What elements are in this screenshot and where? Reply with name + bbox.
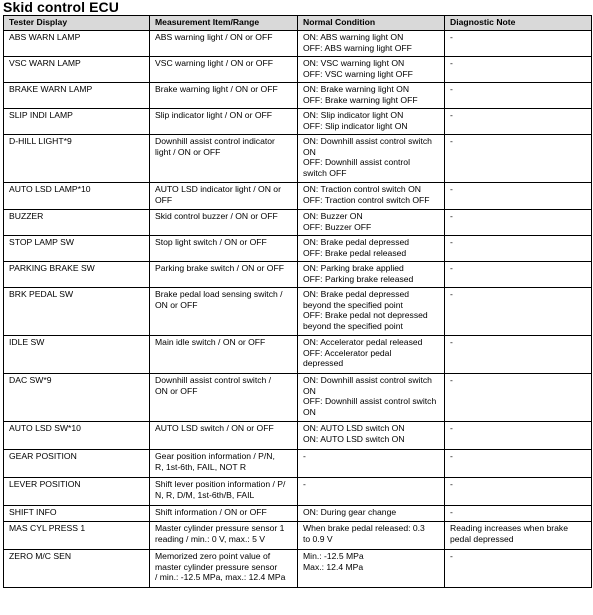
cell-text-line: ON: Slip indicator light ON <box>303 110 404 120</box>
cell-text-line: OFF: Downhill assist control switch <box>303 396 437 407</box>
tester-display-cell <box>4 506 150 522</box>
cell-text-line: ON: Downhill assist control switch <box>303 375 432 385</box>
measurement-item-cell <box>150 183 298 210</box>
cell-text-line: ON <box>303 146 316 157</box>
tester-display-cell <box>4 336 150 374</box>
diagnostic-note-cell <box>445 374 592 422</box>
measurement-item-cell <box>150 135 298 183</box>
cell-text-line: IDLE SW <box>9 337 45 347</box>
cell-text-line: OFF: Traction control switch OFF <box>303 194 430 205</box>
diagnostic-note-cell <box>445 288 592 336</box>
normal-condition-cell <box>298 57 445 83</box>
cell-text-line: Slip indicator light / ON or OFF <box>155 110 273 120</box>
measurement-item-cell <box>150 31 298 57</box>
table-row <box>4 262 592 288</box>
normal-condition-cell <box>298 506 445 522</box>
cell-text-line: ON or OFF <box>155 385 198 396</box>
normal-condition-cell <box>298 83 445 109</box>
cell-text-line: AUTO LSD SW*10 <box>9 423 81 433</box>
diagnostic-note-cell <box>445 422 592 450</box>
measurement-item-cell <box>150 288 298 336</box>
cell-text-line: Parking brake switch / ON or OFF <box>155 263 284 273</box>
measurement-item-cell <box>150 550 298 588</box>
cell-text-line: OFF: Brake pedal not depressed <box>303 310 428 321</box>
cell-text-line: ON: Traction control switch ON <box>303 184 421 194</box>
cell-text-line: ABS WARN LAMP <box>9 32 81 42</box>
cell-text-line: ON: During gear change <box>303 507 397 517</box>
table-body <box>4 31 592 588</box>
cell-text-line: ON: Brake warning light ON <box>303 84 410 94</box>
cell-text-line: - <box>450 211 453 221</box>
diagnostic-note-cell <box>445 450 592 478</box>
cell-text-line: BRK PEDAL SW <box>9 289 74 299</box>
normal-condition-cell <box>298 288 445 336</box>
cell-text-line: OFF: Brake pedal released <box>303 247 407 258</box>
cell-text-line: - <box>450 289 453 299</box>
cell-text-line: STOP LAMP SW <box>9 237 74 247</box>
cell-text-line: Downhill assist control switch / <box>155 375 272 385</box>
tester-display-cell <box>4 288 150 336</box>
cell-text-line: ON or OFF <box>155 299 198 310</box>
tester-display-cell <box>4 210 150 236</box>
diagnostic-note-cell <box>445 550 592 588</box>
table-row <box>4 83 592 109</box>
measurement-item-cell <box>150 450 298 478</box>
tester-display-cell <box>4 31 150 57</box>
cell-text-line: master cylinder pressure sensor <box>155 561 278 572</box>
table-row <box>4 506 592 522</box>
cell-text-line: Skid control buzzer / ON or OFF <box>155 211 278 221</box>
measurement-item-cell <box>150 262 298 288</box>
table-row <box>4 31 592 57</box>
cell-text-line: OFF <box>155 194 173 205</box>
cell-text-line: VSC warning light / ON or OFF <box>155 58 273 68</box>
tester-display-cell <box>4 109 150 135</box>
cell-text-line: PARKING BRAKE SW <box>9 263 95 273</box>
column-header-normal-condition: Normal Condition <box>298 16 445 31</box>
measurement-item-cell <box>150 109 298 135</box>
diagnostic-note-cell <box>445 83 592 109</box>
data-list-table <box>3 15 592 588</box>
cell-text-line: Stop light switch / ON or OFF <box>155 237 267 247</box>
diagnostic-note-cell <box>445 236 592 262</box>
diagnostic-note-cell <box>445 31 592 57</box>
cell-text-line: ON: Downhill assist control switch <box>303 136 432 146</box>
cell-text-line: BRAKE WARN LAMP <box>9 84 93 94</box>
cell-text-line: - <box>450 451 453 461</box>
cell-text-line: - <box>450 58 453 68</box>
tester-display-cell <box>4 83 150 109</box>
measurement-item-cell <box>150 374 298 422</box>
cell-text-line: SLIP INDI LAMP <box>9 110 73 120</box>
column-header-measurement-item: Measurement Item/Range <box>150 16 298 31</box>
normal-condition-cell <box>298 236 445 262</box>
tester-display-cell <box>4 550 150 588</box>
cell-text-line: AUTO LSD LAMP*10 <box>9 184 91 194</box>
diagnostic-note-cell <box>445 57 592 83</box>
normal-condition-cell <box>298 422 445 450</box>
cell-text-line: / min.: -12.5 MPa, max.: 12.4 MPa <box>155 572 286 583</box>
column-header-diagnostic-note: Diagnostic Note <box>445 16 592 31</box>
measurement-item-cell <box>150 83 298 109</box>
table-row <box>4 57 592 83</box>
diagnostic-note-cell <box>445 506 592 522</box>
cell-text-line: - <box>450 551 453 561</box>
cell-text-line: ON: ABS warning light ON <box>303 32 404 42</box>
cell-text-line: Max.: 12.4 MPa <box>303 561 364 572</box>
cell-text-line: R, 1st-6th, FAIL, NOT R <box>155 461 247 472</box>
cell-text-line: MAS CYL PRESS 1 <box>9 523 86 533</box>
normal-condition-cell <box>298 109 445 135</box>
cell-text-line: to 0.9 V <box>303 533 333 544</box>
table-row <box>4 288 592 336</box>
cell-text-line: OFF: Slip indicator light ON <box>303 120 408 131</box>
table-row <box>4 109 592 135</box>
table-row <box>4 522 592 550</box>
cell-text-line: N, R, D/M, 1st-6th/B, FAIL <box>155 489 255 500</box>
table-row <box>4 236 592 262</box>
cell-text-line: ON: VSC warning light ON <box>303 58 405 68</box>
cell-text-line: GEAR POSITION <box>9 451 77 461</box>
normal-condition-cell <box>298 522 445 550</box>
cell-text-line: beyond the specified point <box>303 299 403 310</box>
cell-text-line: ABS warning light / ON or OFF <box>155 32 273 42</box>
normal-condition-cell <box>298 135 445 183</box>
cell-text-line: - <box>450 237 453 247</box>
cell-text-line: Gear position information / P/N, <box>155 451 275 461</box>
table-row <box>4 210 592 236</box>
measurement-item-cell <box>150 57 298 83</box>
tester-display-cell <box>4 236 150 262</box>
table-row <box>4 550 592 588</box>
cell-text-line: BUZZER <box>9 211 44 221</box>
measurement-item-cell <box>150 478 298 506</box>
diagnostic-note-cell <box>445 109 592 135</box>
tester-display-cell <box>4 57 150 83</box>
cell-text-line: Shift lever position information / P/ <box>155 479 286 489</box>
table-row <box>4 135 592 183</box>
cell-text-line: D-HILL LIGHT*9 <box>9 136 72 146</box>
normal-condition-cell <box>298 210 445 236</box>
cell-text-line: LEVER POSITION <box>9 479 81 489</box>
cell-text-line: OFF: Parking brake released <box>303 273 414 284</box>
cell-text-line: ON <box>303 407 316 418</box>
cell-text-line: - <box>450 375 453 385</box>
table-row <box>4 374 592 422</box>
tester-display-cell <box>4 135 150 183</box>
measurement-item-cell <box>150 506 298 522</box>
cell-text-line: ON: Accelerator pedal released <box>303 337 423 347</box>
diagnostic-note-cell <box>445 478 592 506</box>
normal-condition-cell <box>298 336 445 374</box>
table-header-row <box>4 16 592 31</box>
cell-text-line: switch OFF <box>303 168 347 179</box>
diagnostic-note-cell <box>445 262 592 288</box>
cell-text-line: Master cylinder pressure sensor 1 <box>155 523 285 533</box>
table-row <box>4 183 592 210</box>
measurement-item-cell <box>150 236 298 262</box>
cell-text-line: Brake pedal load sensing switch / <box>155 289 283 299</box>
cell-text-line: ON: AUTO LSD switch ON <box>303 433 405 444</box>
normal-condition-cell <box>298 450 445 478</box>
normal-condition-cell <box>298 550 445 588</box>
cell-text-line: AUTO LSD switch / ON or OFF <box>155 423 274 433</box>
measurement-item-cell <box>150 422 298 450</box>
cell-text-line: OFF: Downhill assist control <box>303 157 410 168</box>
table-row <box>4 336 592 374</box>
cell-text-line: OFF: ABS warning light OFF <box>303 42 412 53</box>
cell-text-line: Downhill assist control indicator <box>155 136 275 146</box>
cell-text-line: pedal depressed <box>450 533 514 544</box>
cell-text-line: Reading increases when brake <box>450 523 568 533</box>
cell-text-line: ON: AUTO LSD switch ON <box>303 423 405 433</box>
cell-text-line: Brake warning light / ON or OFF <box>155 84 278 94</box>
cell-text-line: - <box>303 479 306 489</box>
normal-condition-cell <box>298 262 445 288</box>
cell-text-line: - <box>450 184 453 194</box>
cell-text-line: depressed <box>303 358 344 369</box>
tester-display-cell <box>4 522 150 550</box>
normal-condition-cell <box>298 183 445 210</box>
cell-text-line: SHIFT INFO <box>9 507 57 517</box>
cell-text-line: - <box>450 84 453 94</box>
cell-text-line: - <box>450 32 453 42</box>
tester-display-cell <box>4 183 150 210</box>
cell-text-line: - <box>450 423 453 433</box>
diagnostic-note-cell <box>445 522 592 550</box>
cell-text-line: When brake pedal released: 0.3 <box>303 523 425 533</box>
page-title: Skid control ECU <box>3 0 119 15</box>
cell-text-line: OFF: Accelerator pedal <box>303 347 392 358</box>
normal-condition-cell <box>298 374 445 422</box>
cell-text-line: light / ON or OFF <box>155 146 221 157</box>
cell-text-line: OFF: Brake warning light OFF <box>303 94 418 105</box>
cell-text-line: ON: Parking brake applied <box>303 263 404 273</box>
cell-text-line: Min.: -12.5 MPa <box>303 551 364 561</box>
diagnostic-note-cell <box>445 336 592 374</box>
cell-text-line: ON <box>303 385 316 396</box>
diagnostic-note-cell <box>445 210 592 236</box>
table-row <box>4 422 592 450</box>
tester-display-cell <box>4 422 150 450</box>
cell-text-line: - <box>450 337 453 347</box>
cell-text-line: - <box>450 507 453 517</box>
tester-display-cell <box>4 478 150 506</box>
cell-text-line: ON: Brake pedal depressed <box>303 237 410 247</box>
cell-text-line: ON: Brake pedal depressed <box>303 289 410 299</box>
normal-condition-cell <box>298 31 445 57</box>
cell-text-line: OFF: Buzzer OFF <box>303 221 372 232</box>
measurement-item-cell <box>150 336 298 374</box>
tester-display-cell <box>4 374 150 422</box>
cell-text-line: - <box>450 110 453 120</box>
cell-text-line: Memorized zero point value of <box>155 551 271 561</box>
diagnostic-note-cell <box>445 135 592 183</box>
cell-text-line: Main idle switch / ON or OFF <box>155 337 266 347</box>
normal-condition-cell <box>298 478 445 506</box>
cell-text-line: VSC WARN LAMP <box>9 58 81 68</box>
column-header-tester-display: Tester Display <box>4 16 150 31</box>
cell-text-line: AUTO LSD indicator light / ON or <box>155 184 281 194</box>
cell-text-line: reading / min.: 0 V, max.: 5 V <box>155 533 266 544</box>
cell-text-line: DAC SW*9 <box>9 375 52 385</box>
diagnostic-note-cell <box>445 183 592 210</box>
measurement-item-cell <box>150 522 298 550</box>
cell-text-line: - <box>450 479 453 489</box>
measurement-item-cell <box>150 210 298 236</box>
cell-text-line: ZERO M/C SEN <box>9 551 72 561</box>
table-row <box>4 478 592 506</box>
cell-text-line: ON: Buzzer ON <box>303 211 363 221</box>
cell-text-line: Shift information / ON or OFF <box>155 507 267 517</box>
cell-text-line: - <box>450 263 453 273</box>
cell-text-line: - <box>450 136 453 146</box>
cell-text-line: - <box>303 451 306 461</box>
tester-display-cell <box>4 450 150 478</box>
table-row <box>4 450 592 478</box>
cell-text-line: beyond the specified point <box>303 321 403 332</box>
tester-display-cell <box>4 262 150 288</box>
cell-text-line: OFF: VSC warning light OFF <box>303 68 413 79</box>
